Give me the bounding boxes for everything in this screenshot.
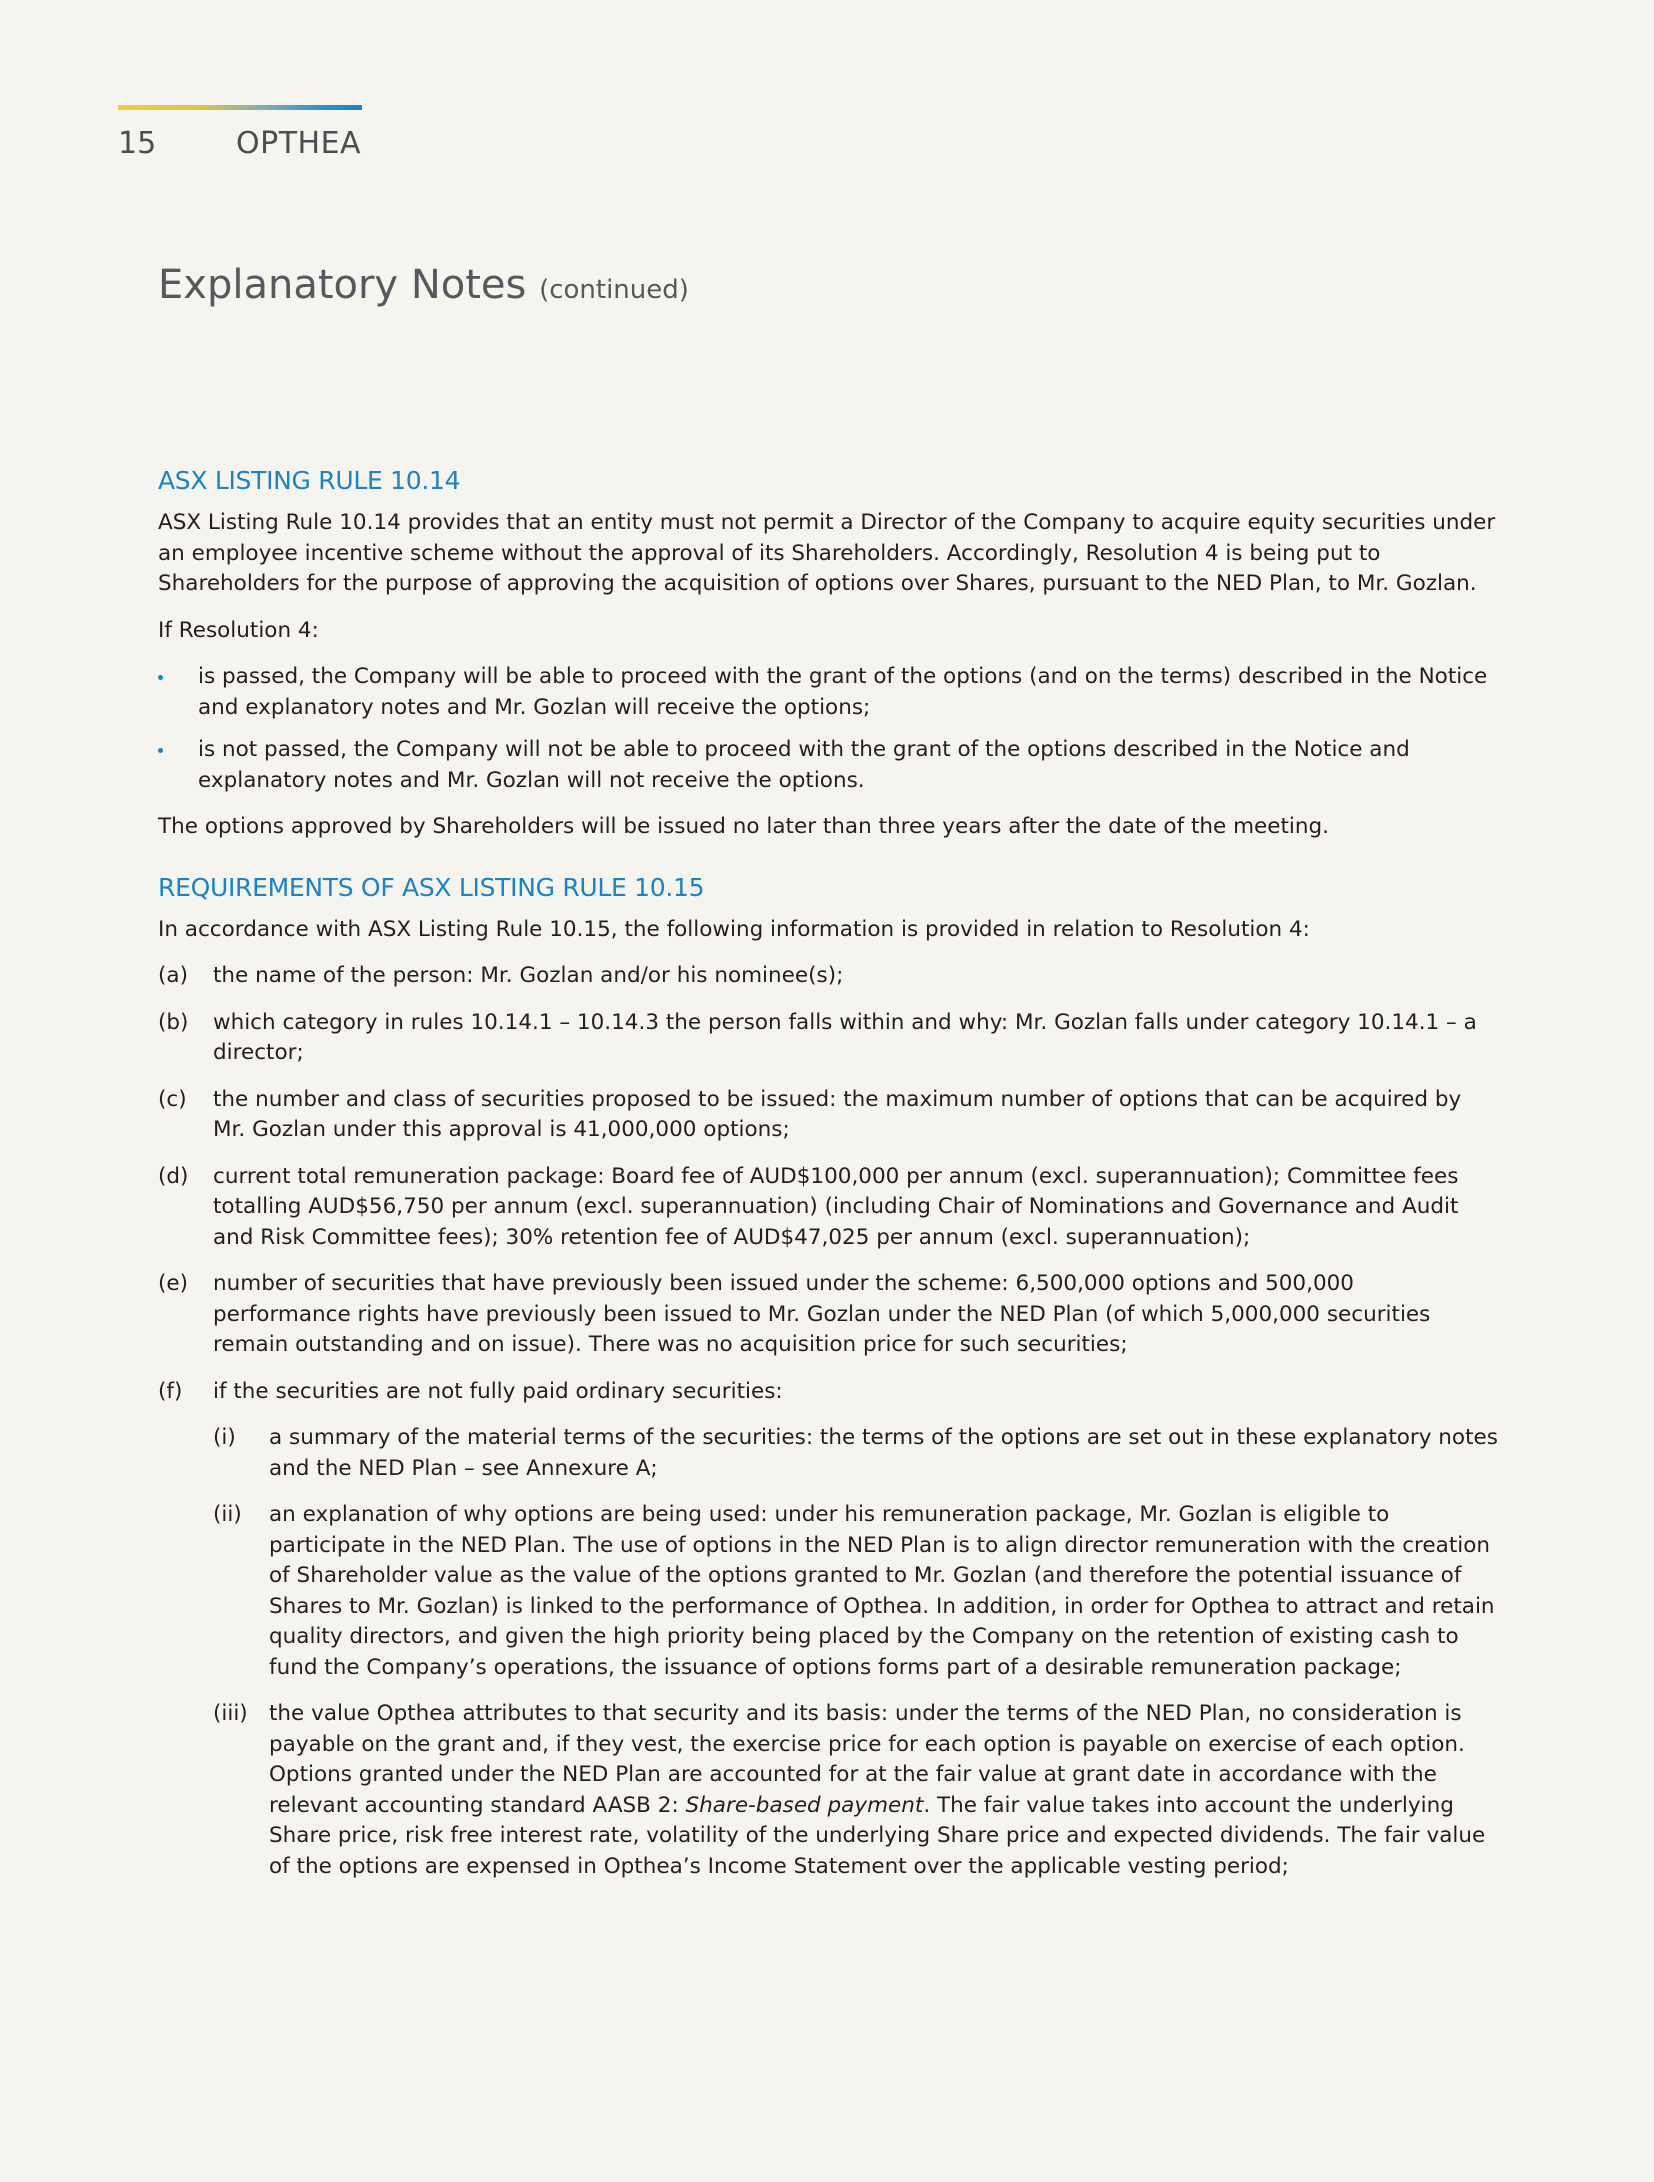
list-item-text: is not passed, the Company will not be able to proceed with the grant of the options described in the Notice and explanatory notes and Mr. Gozlan will not receive the options. (198, 737, 1410, 793)
list-item-text: which category in rules 10.14.1 – 10.14.3 the person falls within and why: Mr. Gozlan falls under category 10.14.1 – a director; (213, 1009, 1477, 1065)
sub-list-item (213, 1500, 1498, 1683)
list-marker: (ii) (213, 1502, 242, 1527)
bullet-icon (158, 675, 163, 680)
list-item-text: a summary of the material terms of the securities: the terms of the options are set out in these explanatory notes and the NED Plan – see Annexure A; (269, 1425, 1498, 1481)
list-item (158, 1008, 1498, 1069)
paragraph: In accordance with ASX Listing Rule 10.15, the following information is provided in relation to Resolution 4: (158, 916, 1310, 942)
list-item-text (269, 1699, 1498, 1882)
sub-list-item (213, 1423, 1498, 1484)
list-item (158, 961, 1498, 992)
page-title (158, 262, 689, 308)
bullet-list (158, 662, 1498, 796)
list-item-text: the name of the person: Mr. Gozlan and/or his nominee(s); (213, 963, 844, 988)
list-item-text: the number and class of securities proposed to be issued: the maximum number of options that can be acquired by Mr. Gozlan under this approval is 41,000,000 options; (213, 1086, 1462, 1142)
document-body (158, 464, 1498, 1898)
list-marker: (d) (158, 1163, 189, 1189)
list-item-text: if the securities are not fully paid ordinary securities: (213, 1378, 783, 1404)
list-marker: (e) (158, 1271, 189, 1296)
list-marker: (b) (158, 1009, 189, 1035)
list-item (158, 662, 1498, 723)
paragraph: The options approved by Shareholders will be issued no later than three years after the date of the meeting. (158, 814, 1329, 839)
list-item-text: number of securities that have previously been issued under the scheme: 6,500,000 options and 500,000 performance rights have previously been issued to Mr. Gozlan under the NED Plan (of which 5,000,000 securities remain outstanding and on issue). There was no acquisition price for such securities; (213, 1271, 1431, 1357)
list-item (158, 1085, 1498, 1146)
text-segment: the value Opthea attributes to that security and its basis: under the terms of the NED Plan, no consideration is payable on the grant and, if they vest, the exercise price for each option is payable on exercise of each option. Options granted under the NED Plan are accounted for at the fair value at grant date in accordance with the relevant accounting standard AASB 2: (269, 1701, 1465, 1818)
list-item (158, 1269, 1498, 1361)
bullet-icon (158, 748, 163, 753)
list-item (158, 1377, 1498, 1408)
list-marker: (i) (213, 1425, 236, 1450)
page-number: 15 (118, 126, 157, 161)
header-color-bar (118, 105, 362, 110)
sub-list-item (213, 1699, 1498, 1882)
list-item-text: an explanation of why options are being used: under his remuneration package, Mr. Gozlan is eligible to participate in the NED Plan. The use of options in the NED Plan is to align director remuneration with the creation of Shareholder value as the value of the options granted to Mr. Gozlan (and therefore the potential issuance of Shares to Mr. Gozlan) is linked to the performance of Opthea. In addition, in order for Opthea to attract and retain quality directors, and given the high priority being placed by the Company on the retention of existing cash to fund the Company’s operations, the issuance of options forms part of a desirable remuneration package; (269, 1502, 1495, 1680)
list-item (158, 1162, 1498, 1254)
sub-list (213, 1423, 1498, 1882)
list-marker: (c) (158, 1086, 187, 1112)
list-marker: (a) (158, 963, 188, 988)
list-item-text: is passed, the Company will be able to proceed with the grant of the options (and on the terms) described in the Notice and explanatory notes and Mr. Gozlan will receive the options; (198, 664, 1488, 720)
paragraph: ASX Listing Rule 10.14 provides that an entity must not permit a Director of the Company to acquire equity securities under an employee incentive scheme without the approval of its Shareholders. Accordingly, Resolution 4 is being put to Shareholders for the purpose of approving the acquisition of options over Shares, pursuant to the NED Plan, to Mr. Gozlan. (158, 510, 1496, 596)
italic-term: Share-based payment (685, 1792, 924, 1818)
list-marker: (iii) (213, 1701, 248, 1726)
page-title-main: Explanatory Notes (158, 262, 527, 308)
text-segment: . The fair value takes into account the underlying Share price, risk free interest rate, volatility of the underlying Share price and expected dividends. The fair value of the options are expensed in Opthea’s Income Statement over the applicable vesting period; (269, 1792, 1486, 1879)
list-marker: (f) (158, 1378, 183, 1404)
list-item-text: current total remuneration package: Board fee of AUD$100,000 per annum (excl. superannuation); Committee fees totalling AUD$56,750 per annum (excl. superannuation) (including Chair of Nominations and Governance and Audit and Risk Committee fees); 30% retention fee of AUD$47,025 per annum (excl. superannuation); (213, 1163, 1459, 1250)
page-title-sub: (continued) (539, 275, 689, 305)
list-item (158, 735, 1498, 796)
section-heading-requirements-10-15: REQUIREMENTS OF ASX LISTING RULE 10.15 (158, 872, 705, 902)
section-heading-listing-rule-10-14: ASX LISTING RULE 10.14 (158, 466, 461, 495)
paragraph: If Resolution 4: (158, 617, 319, 643)
brand-logo-text: OPTHEA (236, 126, 362, 161)
